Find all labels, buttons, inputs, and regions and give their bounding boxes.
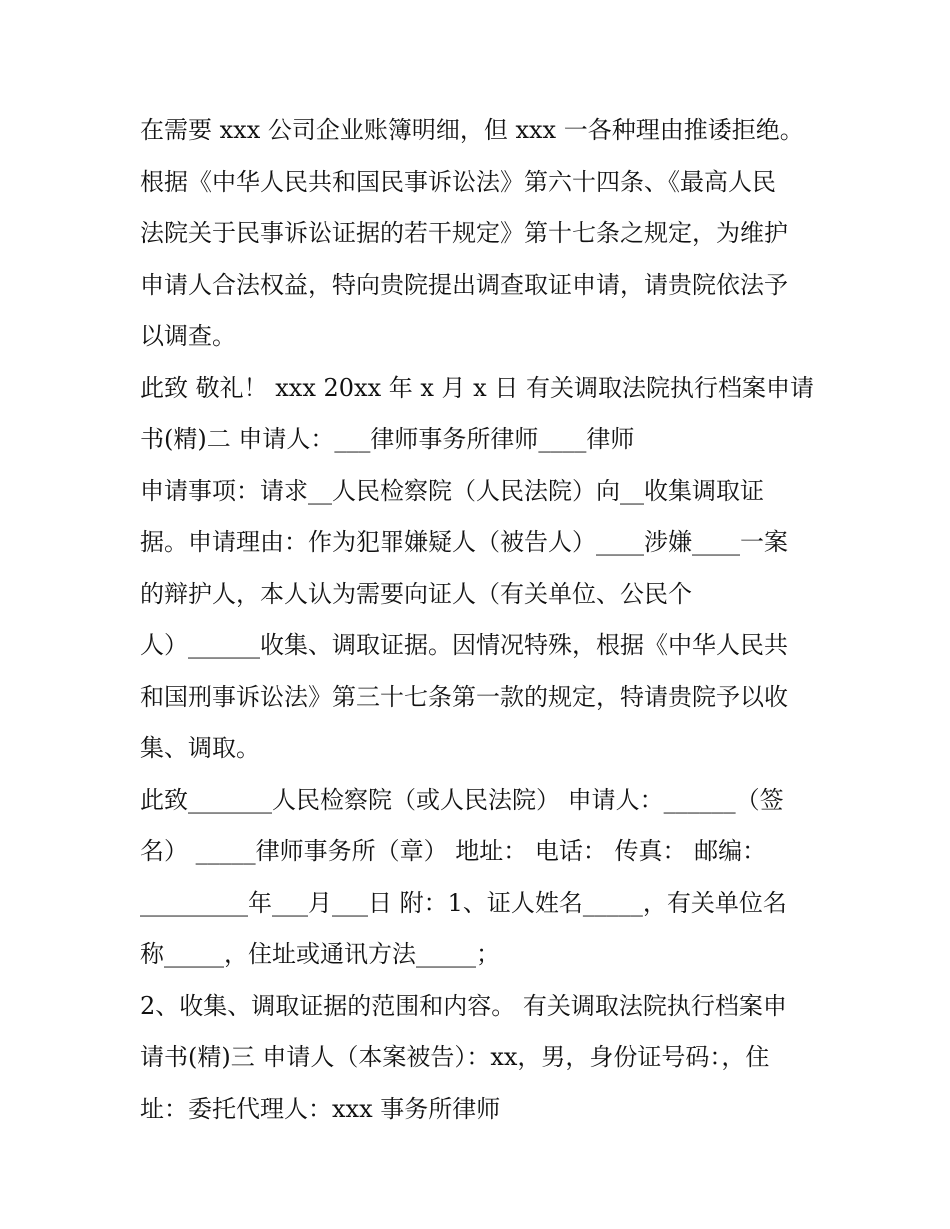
text-line: 在需要 xxx 公司企业账簿明细，但 xxx 一各种理由推诿拒绝。: [140, 116, 804, 144]
text-line: 集、调取。: [140, 734, 260, 762]
text-line: 人）______收集、调取证据。因情况特殊，根据《中华人民共: [140, 631, 788, 659]
text-line: 此致 敬礼！ xxx 20xx 年 x 月 x 日 有关调取法院执行档案申请: [140, 373, 814, 402]
text-line: 申请事项：请求__人民检察院（人民法院）向__收集调取证: [140, 476, 764, 505]
text-line: 请书(精)三 申请人（本案被告）：xx，男，身份证号码：，住: [140, 1043, 770, 1071]
text-line: 书(精)二 申请人：___律师事务所律师____律师: [140, 425, 635, 453]
text-line: 的辩护人，本人认为需要向证人（有关单位、公民个: [140, 579, 692, 608]
document-body: [140, 105, 830, 1135]
text-line: _________年___月___日 附：1、证人姓名_____，有关单位名: [140, 888, 787, 917]
text-line: 申请人合法权益，特向贵院提出调查取证申请，请贵院依法予: [140, 270, 788, 299]
text-line: 根据《中华人民共和国民事诉讼法》第六十四条、《最高人民: [140, 167, 776, 196]
text-line: 据。申请理由：作为犯罪嫌疑人（被告人）____涉嫌____一案: [140, 528, 788, 556]
text-line: 2、收集、调取证据的范围和内容。 有关调取法院执行档案申: [140, 991, 787, 1020]
text-line: 以调查。: [140, 322, 236, 350]
text-line: 法院关于民事诉讼证据的若干规定》第十七条之规定，为维护: [140, 219, 788, 247]
text-line: 址：委托代理人：xxx 事务所律师: [140, 1094, 501, 1123]
text-line: 名） _____律师事务所（章） 地址： 电话： 传真： 邮编：: [140, 837, 767, 865]
text-line: 此致_______人民检察院（或人民法院） 申请人：______（签: [140, 785, 784, 814]
text-line: 和国刑事诉讼法》第三十七条第一款的规定，特请贵院予以收: [140, 682, 788, 711]
text-line: 称_____，住址或通讯方法_____；: [140, 940, 500, 968]
